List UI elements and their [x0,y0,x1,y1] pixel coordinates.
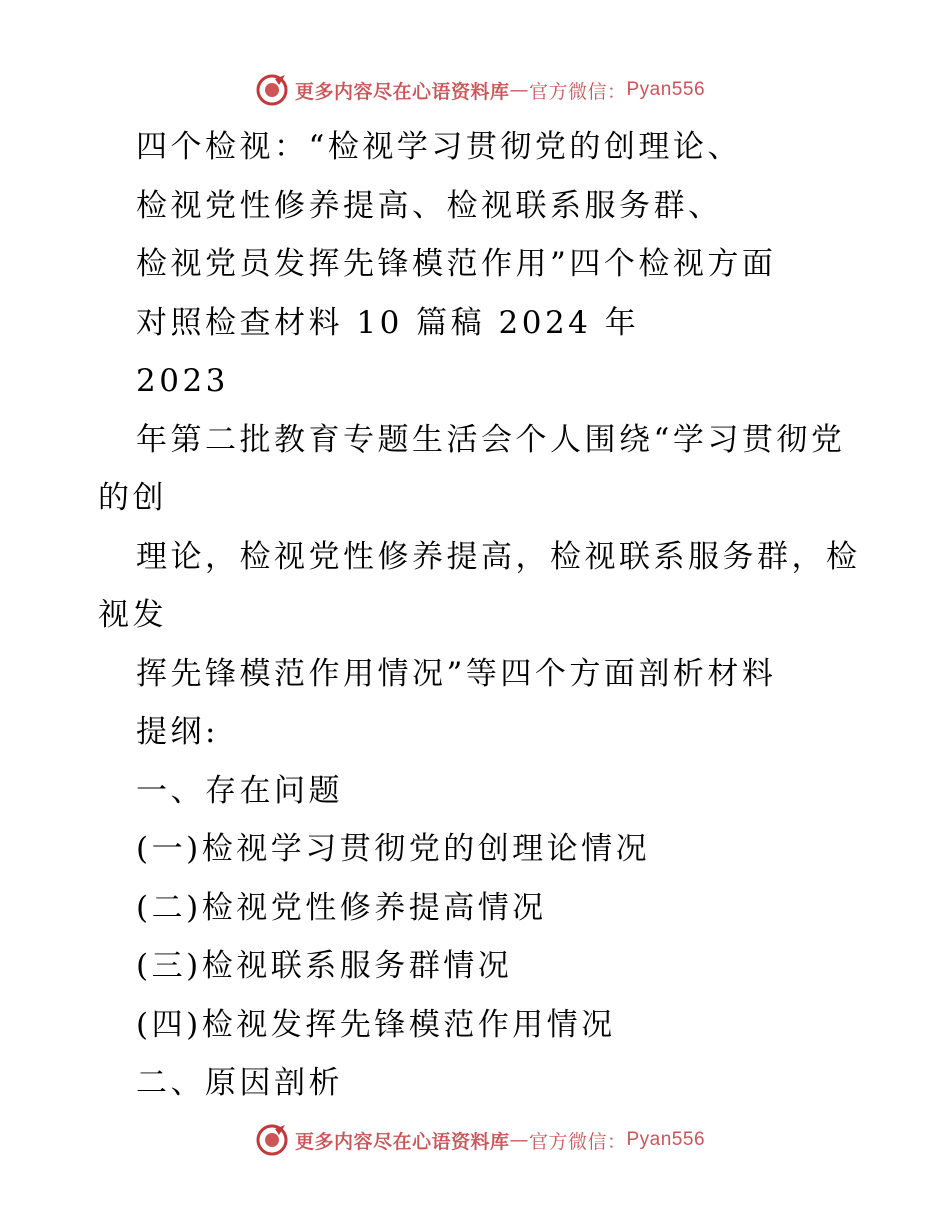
text-line: 提纲: [136,714,219,750]
section-heading: 二、原因剖析 [136,1065,343,1101]
logo-icon [255,1123,289,1157]
document-body [98,118,861,1113]
list-item: (二)检视党性修养提高情况 [136,889,547,926]
watermark-separator: — [509,1129,529,1151]
watermark-brand: 更多内容尽在心语资料库 [294,1130,510,1153]
section-heading: 一、存在问题 [136,772,343,809]
footer-watermark [0,1120,950,1160]
text-line: 视发 [98,597,167,633]
text-line: 2023 [136,363,229,399]
text-line: 对照检查材料 10 篇稿 2024 年 [136,304,640,341]
text-line: 检视党性修养提高、检视联系服务群、 [136,187,723,224]
text-line: 挥先锋模范作用情况”等四个方面剖析材料 [136,655,777,692]
watermark-official-label: 官方微信： [528,80,627,103]
text-line: 四个检视：“检视学习贯彻党的创理论、 [136,129,742,165]
watermark-wechat-id: Pyan556 [626,79,706,100]
text-line: 理论，检视党性修养提高，检视联系服务群，检 [136,538,861,575]
watermark-wechat-id: Pyan556 [626,1129,706,1150]
watermark-official-label: 官方微信： [528,1130,627,1153]
text-line: 年第二批教育专题生活会个人围绕“学习贯彻党 [136,421,846,458]
text-line: 的创 [98,480,167,516]
watermark-separator: — [509,79,529,101]
header-watermark [0,70,950,110]
watermark-brand: 更多内容尽在心语资料库 [294,80,510,103]
list-item: (三)检视联系服务群情况 [136,948,513,984]
list-item: (一)检视学习贯彻党的创理论情况 [136,831,651,867]
logo-icon [255,73,289,107]
text-line: 检视党员发挥先锋模范作用”四个检视方面 [136,246,777,282]
list-item: (四)检视发挥先锋模范作用情况 [136,1006,616,1043]
